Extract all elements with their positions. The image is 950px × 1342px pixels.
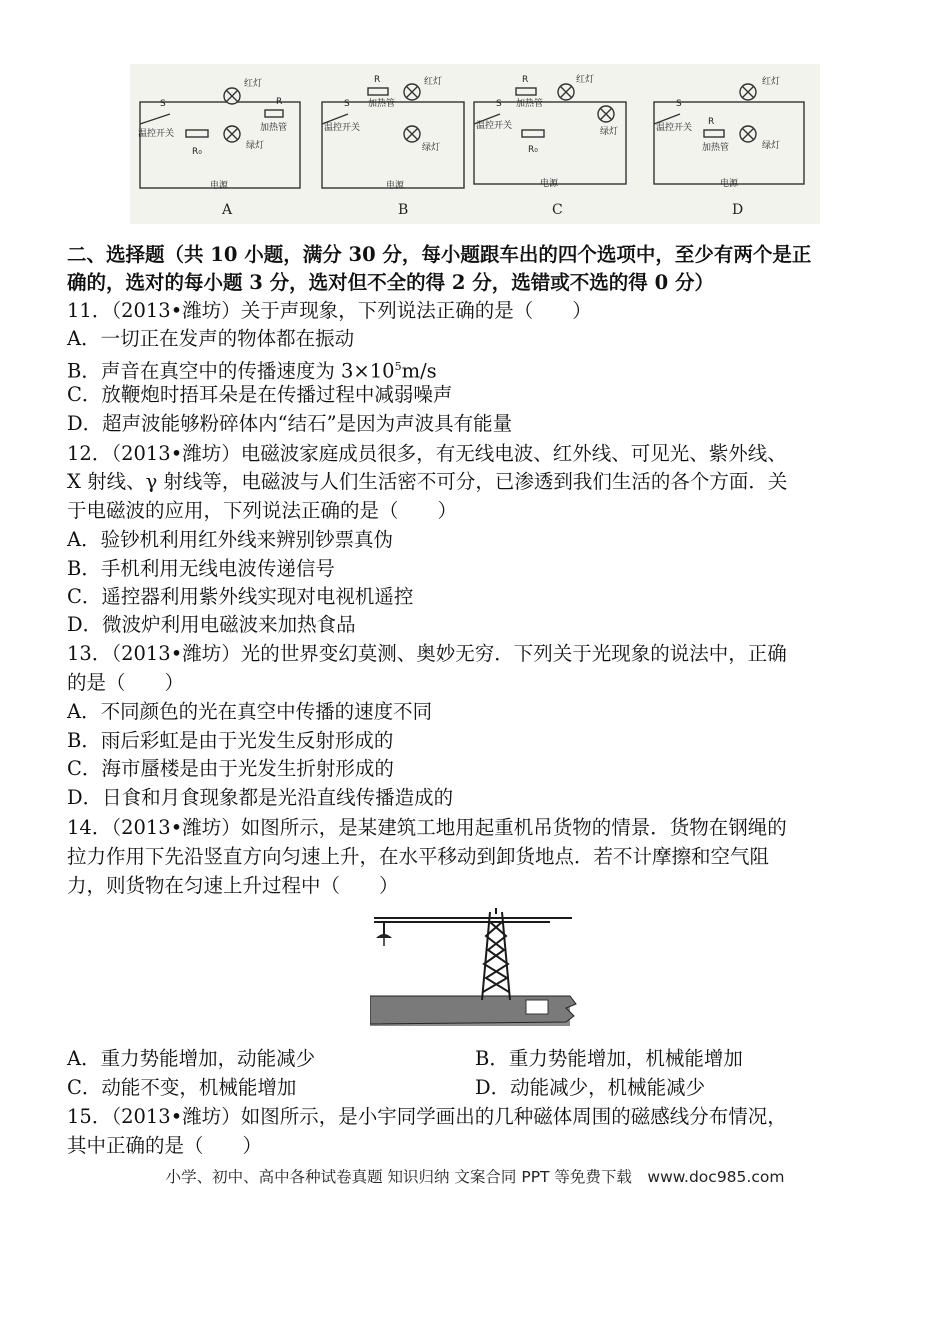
- label-switch: 温控开关: [138, 129, 175, 139]
- section-heading: 二、选择题（共 10 小题，满分 30 分，每小题跟车出的四个选项中，至少有两个是正: [67, 243, 812, 266]
- label-switch: 温控开关: [476, 121, 513, 131]
- question-14-stem: 14．（2013•潍坊）如图所示，是某建筑工地用起重机吊货物的情景．货物在钢绳的: [67, 816, 787, 839]
- unit: m/s: [401, 359, 437, 383]
- label-power: 电源: [540, 179, 559, 189]
- option-label-c: C: [552, 202, 563, 218]
- label-green-lamp: 绿灯: [246, 141, 265, 151]
- label-green-lamp: 绿灯: [762, 141, 781, 151]
- label-red-lamp: 红灯: [244, 79, 263, 89]
- label-r: R: [708, 117, 715, 127]
- label-r0: R₀: [192, 147, 202, 157]
- question-11-option-c: C．放鞭炮时捂耳朵是在传播过程中减弱噪声: [67, 383, 453, 406]
- label-red-lamp: 红灯: [424, 77, 443, 87]
- question-12-stem: 12．（2013•潍坊）电磁波家庭成员很多，有无线电波、红外线、可见光、紫外线、: [67, 442, 787, 465]
- question-12-option-a: A．验钞机利用红外线来辨别钞票真伪: [67, 528, 394, 551]
- question-11-option-d: D．超声波能够粉碎体内“结石”是因为声波具有能量: [67, 412, 513, 435]
- label-s: S: [344, 99, 350, 109]
- question-14-stem-cont: 拉力作用下先沿竖直方向匀速上升，在水平移动到卸货地点．若不计摩擦和空气阻: [67, 845, 770, 868]
- question-12-option-d: D．微波炉利用电磁波来加热食品: [67, 613, 356, 636]
- label-switch: 温控开关: [324, 123, 361, 133]
- question-13-option-c: C．海市蜃楼是由于光发生折射形成的: [67, 757, 394, 780]
- section-heading-cont: 确的，选对的每小题 3 分，选对但不全的得 2 分，选错或不选的得 0 分）: [67, 271, 714, 294]
- question-12-option-b: B．手机利用无线电波传递信号: [67, 557, 335, 580]
- label-red-lamp: 红灯: [762, 77, 781, 87]
- label-heater: 加热管: [702, 143, 730, 153]
- question-13-stem: 13．（2013•潍坊）光的世界变幻莫测、奥妙无穷．下列关于光现象的说法中，正确: [67, 642, 787, 665]
- option-label-b: B: [398, 202, 409, 218]
- question-15-stem-cont: 其中正确的是（ ）: [67, 1134, 263, 1157]
- label-s: S: [496, 99, 502, 109]
- label-heater: 加热管: [260, 123, 288, 133]
- question-14-stem-cont2: 力，则货物在匀速上升过程中（ ）: [67, 874, 399, 897]
- question-14-option-d: D．动能减少，机械能减少: [475, 1076, 706, 1099]
- label-heater: 加热管: [368, 99, 396, 109]
- label-green-lamp: 绿灯: [600, 127, 619, 137]
- question-15-stem: 15．（2013•潍坊）如图所示，是小宇同学画出的几种磁体周围的磁感线分布情况，: [67, 1105, 787, 1128]
- question-14-option-b: B．重力势能增加，机械能增加: [475, 1047, 743, 1070]
- question-13-option-d: D．日食和月食现象都是光沿直线传播造成的: [67, 786, 454, 809]
- label-red-lamp: 红灯: [576, 75, 595, 85]
- label-heater: 加热管: [516, 99, 544, 109]
- label-r0: R₀: [528, 145, 538, 155]
- question-12-option-c: C．遥控器利用紫外线实现对电视机遥控: [67, 585, 414, 608]
- label-power: 电源: [210, 181, 229, 191]
- question-13-stem-cont: 的是（ ）: [67, 671, 185, 694]
- circuit-diagrams-figure: [130, 64, 820, 224]
- exponent: 5: [394, 360, 402, 373]
- question-14-option-c: C．动能不变，机械能增加: [67, 1076, 297, 1099]
- label-switch: 温控开关: [656, 123, 693, 133]
- label-power: 电源: [720, 179, 739, 189]
- crane-figure: [370, 908, 580, 1030]
- question-12-stem-cont2: 于电磁波的应用，下列说法正确的是（ ）: [67, 499, 458, 522]
- question-12-stem-cont: X 射线、γ 射线等，电磁波与人们生活密不可分，已渗透到我们生活的各个方面．关: [67, 470, 788, 493]
- label-s: S: [676, 99, 682, 109]
- label-green-lamp: 绿灯: [422, 143, 441, 153]
- question-13-option-b: B．雨后彩虹是由于光发生反射形成的: [67, 729, 394, 752]
- page-footer: 小学、初中、高中各种试卷真题 知识归纳 文案合同 PPT 等免费下载 www.doc985.com: [165, 1168, 785, 1186]
- option-b-text: B．声音在真空中的传播速度为 3×10: [67, 359, 395, 383]
- label-r: R: [522, 75, 529, 85]
- question-11-stem: 11．（2013•潍坊）关于声现象，下列说法正确的是（ ）: [67, 299, 592, 322]
- option-label-a: A: [222, 202, 233, 218]
- label-s: S: [160, 99, 166, 109]
- label-r: R: [276, 97, 283, 107]
- question-14-option-a: A．重力势能增加，动能减少: [67, 1047, 316, 1070]
- option-label-d: D: [732, 202, 744, 218]
- label-r: R: [374, 75, 381, 85]
- question-11-option-a: A．一切正在发声的物体都在振动: [67, 327, 355, 350]
- question-13-option-a: A．不同颜色的光在真空中传播的速度不同: [67, 700, 433, 723]
- label-power: 电源: [386, 181, 405, 191]
